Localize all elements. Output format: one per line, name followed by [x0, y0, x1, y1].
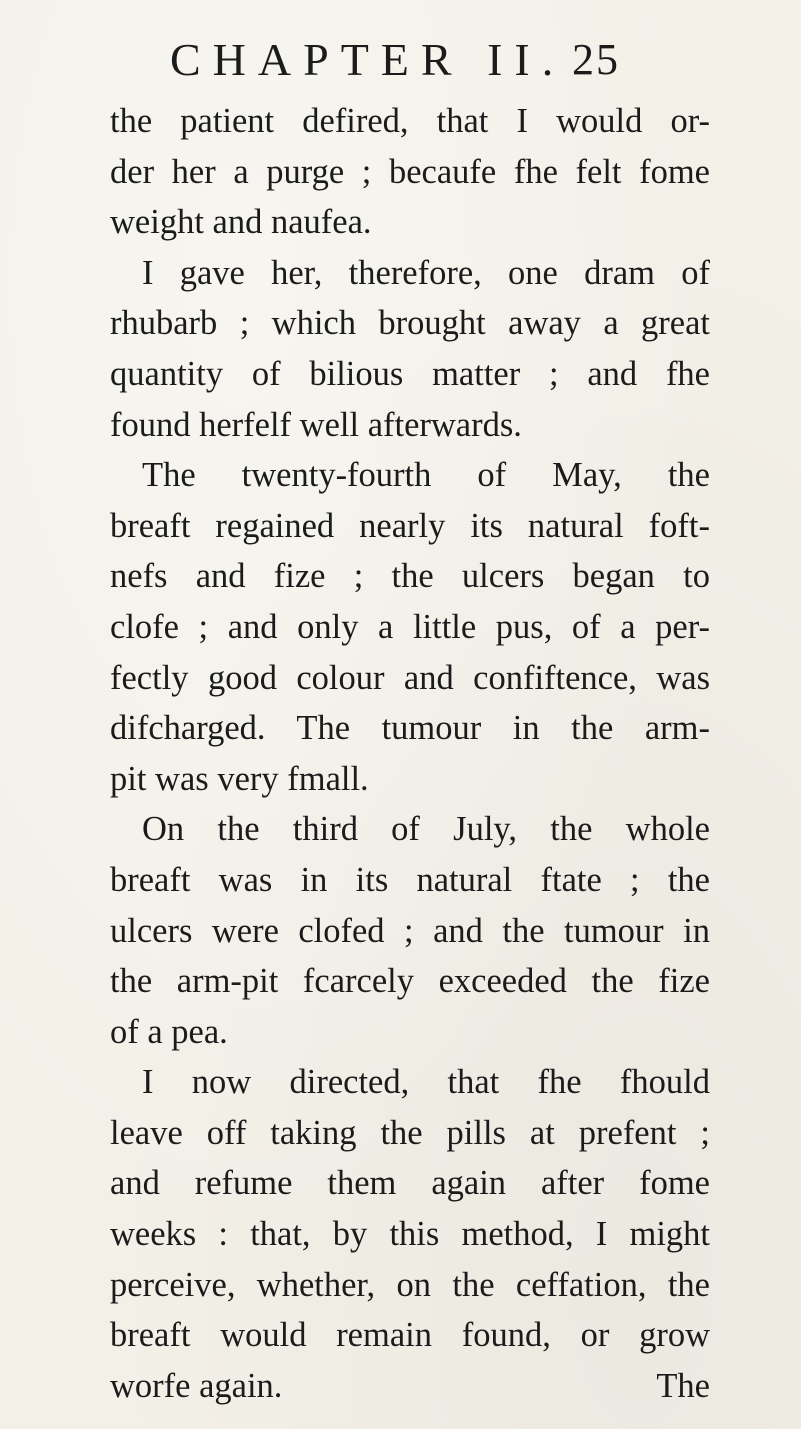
text-line: quantity of bilious matter ; and fhe [110, 354, 710, 393]
text-line: der her a purge ; becaufe fhe felt fome [110, 152, 710, 191]
text-line: perceive, whether, on the ceffation, the [110, 1265, 710, 1304]
final-text-line [110, 1361, 710, 1412]
catchword: The [656, 1366, 710, 1405]
text-line: weeks : that, by this method, I might [110, 1215, 710, 1254]
text-line: weight and naufea. [110, 203, 372, 242]
text-line: breaft would remain found, or grow [110, 1316, 710, 1355]
text-line: the arm-pit fcarcely exceeded the fize [110, 962, 710, 1001]
paragraph-start-line: I gave her, therefore, one dram of [142, 253, 710, 292]
text-line: ulcers were clofed ; and the tumour in [110, 911, 710, 950]
text-line: found herfelf well afterwards. [110, 405, 522, 444]
text-line: nefs and fize ; the ulcers began to [110, 557, 710, 596]
text-line: of a pea. [110, 1012, 228, 1051]
text-line: leave off taking the pills at prefent ; [110, 1113, 710, 1152]
text-line: breaft was in its natural ftate ; the [110, 860, 710, 899]
final-line-text: worfe again. [110, 1366, 283, 1405]
text-line: fectly good colour and confiftence, was [110, 658, 710, 697]
running-head [170, 30, 620, 90]
text-line: pit was very fmall. [110, 759, 369, 798]
text-line: and refume them again after fome [110, 1164, 710, 1203]
text-line: breaft regained nearly its natural foft- [110, 506, 710, 545]
page-number: 25 [572, 35, 620, 84]
body-text [110, 96, 710, 1411]
text-line: difcharged. The tumour in the arm- [110, 709, 710, 748]
text-line: the patient defired, that I would or- [110, 102, 710, 140]
text-line: rhubarb ; which brought away a great [110, 304, 710, 343]
text-line: clofe ; and only a little pus, of a per- [110, 607, 710, 646]
paragraph-start-line: On the third of July, the whole [142, 810, 710, 849]
chapter-heading: CHAPTER II. [170, 34, 566, 85]
paragraph-start-line: The twenty-fourth of May, the [142, 456, 710, 495]
paragraph-start-line: I now directed, that fhe fhould [142, 1063, 710, 1102]
